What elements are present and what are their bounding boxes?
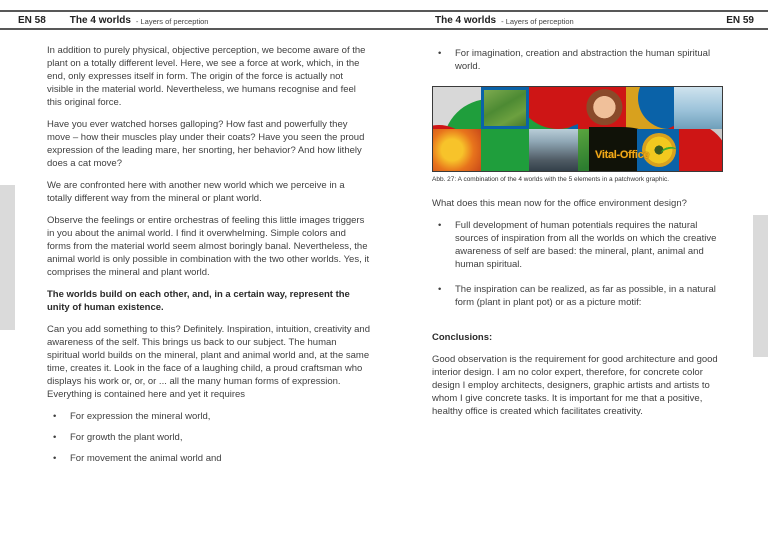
right-page [432,44,723,427]
paragraph: In addition to purely physical, objective perception, we become aware of the plant on a totally different level. Here, we see a force at work, which, in the end, only expresses itself in form. The origin of the force is actually not visible in the material world. Nevertheless, we humans recognise and feel this original force. [47,45,366,108]
chapter-title-right: The 4 worlds [435,14,497,26]
figure [432,86,723,184]
list-item-text: • For movement the animal world and [70,453,222,464]
paragraph: We are confronted here with another new world which we perceive in a totally different way from the mineral or plant world. [47,180,345,204]
left-page [47,44,371,473]
paragraph: Have you ever watched horses galloping? How fast and powerfully they move – how their muscles play under their coats? Have you seen the proud expression of the leading mare, her snorting, her behavior? And how lithely does a cat move? [47,119,365,169]
list-item-text: • For growth the plant world, [70,432,183,443]
bold-statement: The worlds build on each other, and, in a certain way, represent the unity of human existence. [47,289,350,313]
list-item-text: • For expression the mineral world, [70,411,211,422]
conclusions-heading: Conclusions: [432,332,493,343]
figure-caption: Abb. 27: A combination of the 4 worlds with the 5 elements in a patchwork graphic. [432,176,670,183]
patch-photo-laughing-child [578,87,626,129]
list-item [47,410,371,423]
list-item [432,219,723,271]
paragraph: Observe the feelings or entire orchestras of feeling this little images triggers in you about the animal world. I find it overwhelming. Simple colors and forms from the material world seem almost boringly banal. Nevertheless, the animal world is only possible in combination with the two other worlds. Yes, it comprises the mineral and plant world. [47,215,370,278]
header-right-title [435,12,574,28]
page-number-right: EN 59 [726,14,754,26]
header-band [0,10,768,30]
patch-photo-horses-meadow [481,87,529,129]
list-item [47,431,371,444]
vital-office-logo: Vital-Office [595,149,650,161]
chapter-title-left: The 4 worlds [69,14,131,26]
list-item [432,283,723,309]
question-line: What does this mean now for the office environment design? [432,198,687,209]
list-item [47,452,371,465]
conclusions-text: Good observation is the requirement for good architecture and good interior design. I am no color expert, therefore, for concrete color design I employ architects, designers, graphic artists and artists to whom I give concrete tasks. It is important for me that a positive, healthy office is created which facilitates creativity. [432,354,718,417]
header-left [18,12,208,28]
chapter-subtitle-right: - Layers of perception [501,16,574,26]
list-item [432,47,723,73]
patch-photo-whale-tail [674,87,722,129]
patch-photo-orange-flower [433,129,481,171]
right-top-bullet-list [432,47,723,73]
paragraph: Can you add something to this? Definitely. Inspiration, intuition, creativity and awareness of the self. This brings us back to our subject. The human spiritual world builds on the mineral, plant and animal world and, at the same time, creates it. Look in the face of a laughing child, a proud craftsman who displays his work or, or, or ... all the many human forms of expression. Everything is contained here and yet it requires [47,324,370,400]
left-bullet-list [47,410,371,465]
list-item-text: • For imagination, creation and abstraction the human spiritual world. [455,48,711,72]
page-number-left: EN 58 [18,14,46,26]
list-item-text: • The inspiration can be realized, as far as possible, in a natural form (plant in plant pot) or as a picture motif: [455,284,716,308]
chapter-subtitle-left: - Layers of perception [135,16,209,26]
page-edge-tab-right [753,215,768,357]
right-bullet-list [432,219,723,309]
header-right-pageno [726,12,754,28]
patchwork-graphic [432,86,723,172]
list-item-text: • Full development of human potentials requires the natural sources of inspiration from all the worlds on which the creative awareness of self are based: the mineral, plant, animal and human spiritual. [455,220,717,270]
patch-photo-man-on-phone [529,129,577,171]
page-edge-tab-left [0,185,15,330]
